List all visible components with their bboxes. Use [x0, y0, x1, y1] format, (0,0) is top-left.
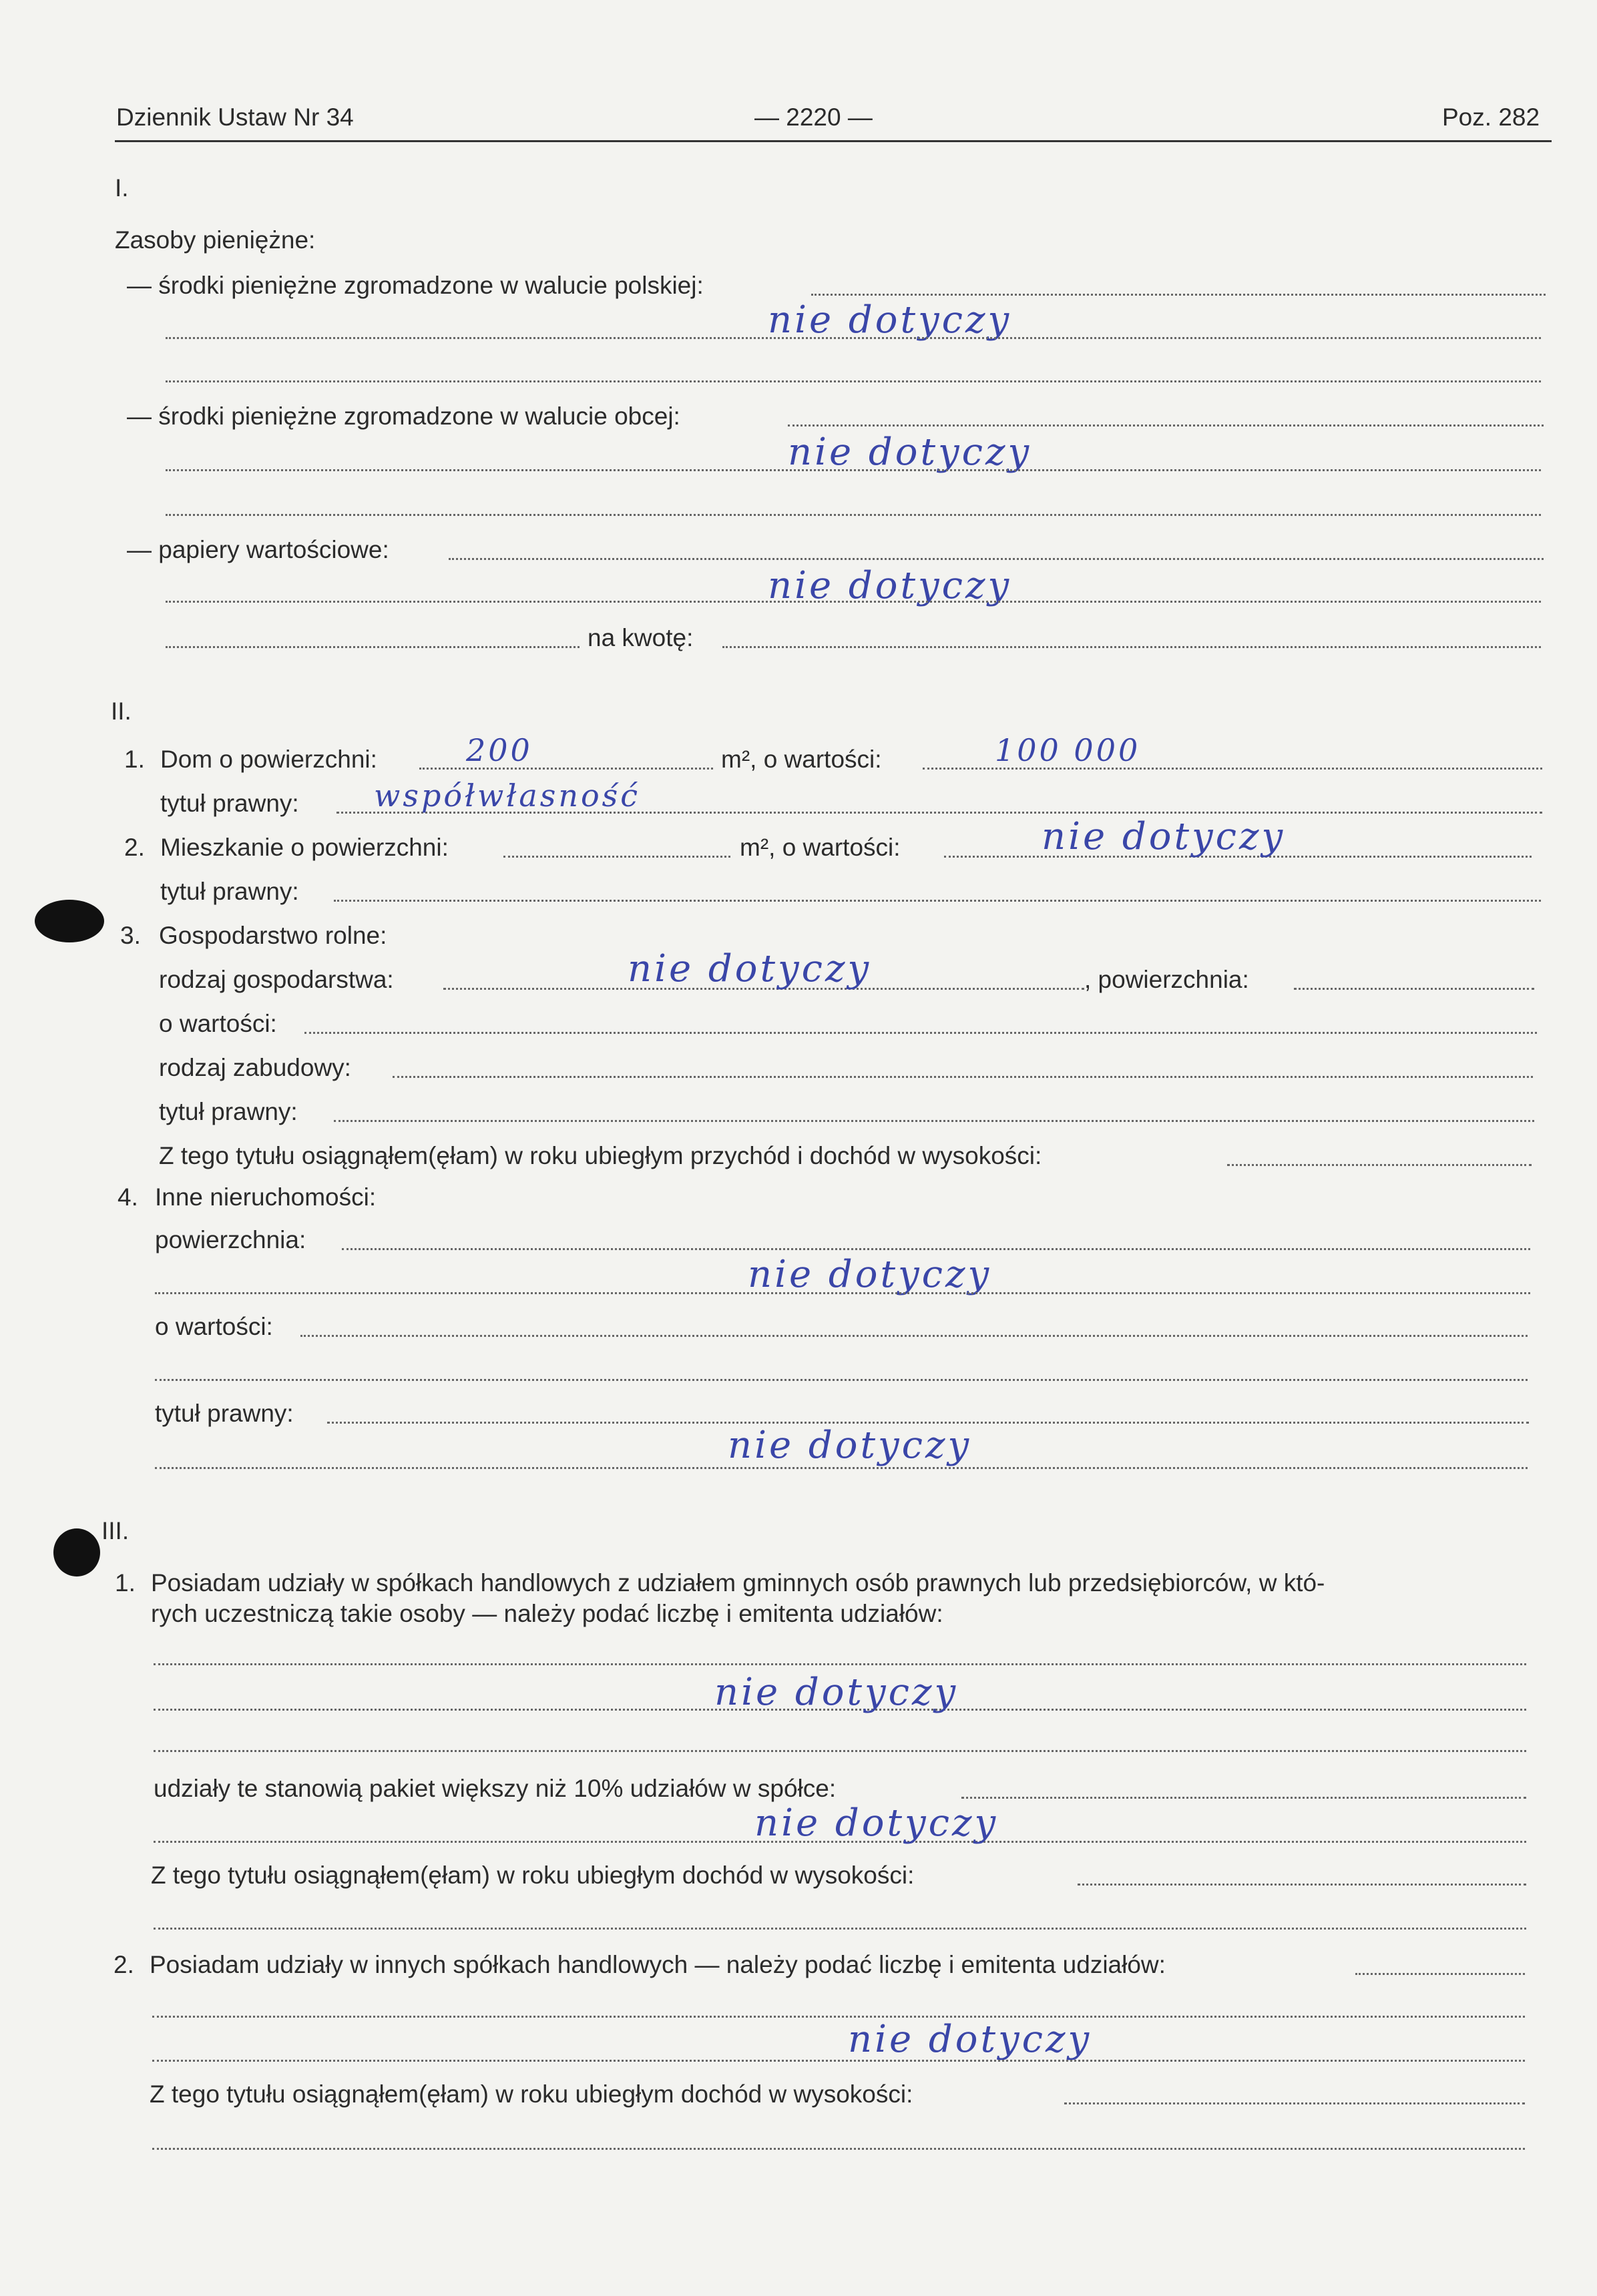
header-rule [115, 140, 1552, 142]
farm-income-line[interactable] [1227, 1164, 1532, 1166]
farm-area-label: , powierzchnia: [1084, 966, 1249, 993]
house-value-label: m², o wartości: [721, 746, 882, 773]
foreign-funds-line-2[interactable] [166, 469, 1541, 471]
pln-funds-line-2[interactable] [166, 337, 1541, 339]
package-handwritten: nie dotyczy [754, 1801, 999, 1845]
other-area-label: powierzchnia: [155, 1226, 306, 1253]
other-area-line-2[interactable] [155, 1292, 1530, 1294]
shares-1-handwritten: nie dotyczy [714, 1671, 959, 1714]
flat-title-line[interactable] [334, 900, 1541, 902]
amount-label: na kwotę: [588, 624, 694, 651]
shares-1-text-line1: Posiadam udziały w spółkach handlowych z udziałem gminnych osób prawnych lub przedsiębiorców, w któ- [151, 1569, 1325, 1597]
shares-2-line[interactable] [1355, 1973, 1525, 1975]
other-area-handwritten: nie dotyczy [748, 1253, 992, 1296]
other-value-label: o wartości: [155, 1313, 273, 1340]
farm-title-label: tytuł prawny: [159, 1098, 298, 1125]
securities-line-2[interactable] [166, 601, 1541, 603]
flat-area-line[interactable] [503, 856, 730, 858]
farm-value-line[interactable] [304, 1032, 1537, 1034]
securities-line-3[interactable] [166, 646, 580, 648]
shares-1-income-label: Z tego tytułu osiągnąłem(ęłam) w roku ubiegłym dochód w wysokości: [151, 1861, 915, 1889]
package-line[interactable] [961, 1797, 1526, 1799]
item-2-number: 2. [124, 834, 145, 861]
shares-2-line-3[interactable] [152, 2060, 1525, 2062]
shares-2-handwritten: nie dotyczy [848, 2018, 1092, 2061]
other-title-label: tytuł prawny: [155, 1400, 294, 1427]
section-ii-number: II. [111, 697, 132, 725]
farm-income-label: Z tego tytułu osiągnąłem(ęłam) w roku ubiegłym przychód i dochód w wysokości: [159, 1142, 1042, 1169]
pln-funds-line-3[interactable] [166, 380, 1541, 382]
house-title-handwritten: współwłasność [374, 778, 641, 814]
page-number: — 2220 — [754, 103, 873, 131]
position-number: Poz. 282 [1442, 103, 1540, 131]
house-value-handwritten: 100 000 [995, 732, 1141, 768]
foreign-funds-line-3[interactable] [166, 514, 1541, 516]
farm-area-line[interactable] [1294, 988, 1534, 990]
farm-title: Gospodarstwo rolne: [159, 922, 387, 949]
flat-value-label: m², o wartości: [740, 834, 901, 861]
amount-line[interactable] [722, 646, 1541, 648]
shares-2-income-line-2[interactable] [152, 2148, 1525, 2150]
other-value-line[interactable] [300, 1335, 1528, 1337]
journal-title: Dziennik Ustaw Nr 34 [116, 103, 354, 131]
other-title-line-2[interactable] [155, 1467, 1528, 1469]
shares-2-income-line[interactable] [1064, 2102, 1525, 2104]
farm-title-line[interactable] [334, 1120, 1534, 1122]
house-title-label: tytuł prawny: [160, 790, 299, 817]
punch-hole-mark [53, 1528, 100, 1576]
securities-handwritten: nie dotyczy [768, 564, 1012, 607]
securities-line[interactable] [449, 558, 1544, 560]
pln-funds-line[interactable] [811, 294, 1546, 296]
house-area-line[interactable] [419, 768, 713, 770]
other-area-line[interactable] [342, 1248, 1530, 1250]
pln-funds-handwritten: nie dotyczy [768, 298, 1012, 342]
shares-1-income-line-2[interactable] [154, 1928, 1526, 1930]
house-area-label: Dom o powierzchni: [160, 746, 377, 773]
section-i-number: I. [115, 174, 129, 202]
flat-title-label: tytuł prawny: [160, 878, 299, 905]
foreign-funds-line[interactable] [788, 424, 1544, 426]
other-property-title: Inne nieruchomości: [155, 1183, 377, 1211]
foreign-funds-label: — środki pieniężne zgromadzone w walucie obcej: [127, 402, 680, 430]
flat-value-handwritten: nie dotyczy [1042, 815, 1286, 858]
shares-1-line-3[interactable] [154, 1750, 1526, 1752]
farm-build-line[interactable] [393, 1076, 1533, 1078]
flat-area-label: Mieszkanie o powierzchni: [160, 834, 449, 861]
shares-2-income-label: Z tego tytułu osiągnąłem(ęłam) w roku ubiegłym dochód w wysokości: [150, 2080, 913, 2108]
package-label: udziały te stanowią pakiet większy niż 10% udziałów w spółce: [154, 1775, 837, 1802]
foreign-funds-handwritten: nie dotyczy [788, 431, 1032, 474]
farm-value-label: o wartości: [159, 1010, 277, 1037]
other-title-handwritten: nie dotyczy [728, 1424, 972, 1467]
section-iii-number: III. [101, 1517, 130, 1544]
securities-label: — papiery wartościowe: [127, 536, 389, 563]
shares-2-number: 2. [113, 1951, 134, 1978]
shares-1-line-1[interactable] [154, 1663, 1526, 1665]
item-4-number: 4. [118, 1183, 138, 1211]
shares-1-income-line[interactable] [1078, 1884, 1526, 1886]
farm-build-label: rodzaj zabudowy: [159, 1054, 351, 1081]
other-value-line-2[interactable] [155, 1379, 1528, 1381]
pln-funds-label: — środki pieniężne zgromadzone w walucie polskiej: [127, 272, 704, 299]
item-3-number: 3. [120, 922, 141, 949]
farm-kind-label: rodzaj gospodarstwa: [159, 966, 394, 993]
item-1-number: 1. [124, 746, 145, 773]
money-resources-title: Zasoby pieniężne: [115, 226, 316, 254]
farm-kind-handwritten: nie dotyczy [628, 947, 872, 990]
shares-2-line-2[interactable] [152, 2016, 1525, 2018]
house-area-handwritten: 200 [466, 732, 533, 768]
shares-1-number: 1. [115, 1569, 136, 1597]
shares-2-text: Posiadam udziały w innych spółkach handlowych — należy podać liczbę i emitenta udziałów: [150, 1951, 1166, 1978]
shares-1-text-line2: rych uczestniczą takie osoby — należy podać liczbę i emitenta udziałów: [151, 1600, 943, 1627]
punch-hole-mark [35, 900, 104, 942]
